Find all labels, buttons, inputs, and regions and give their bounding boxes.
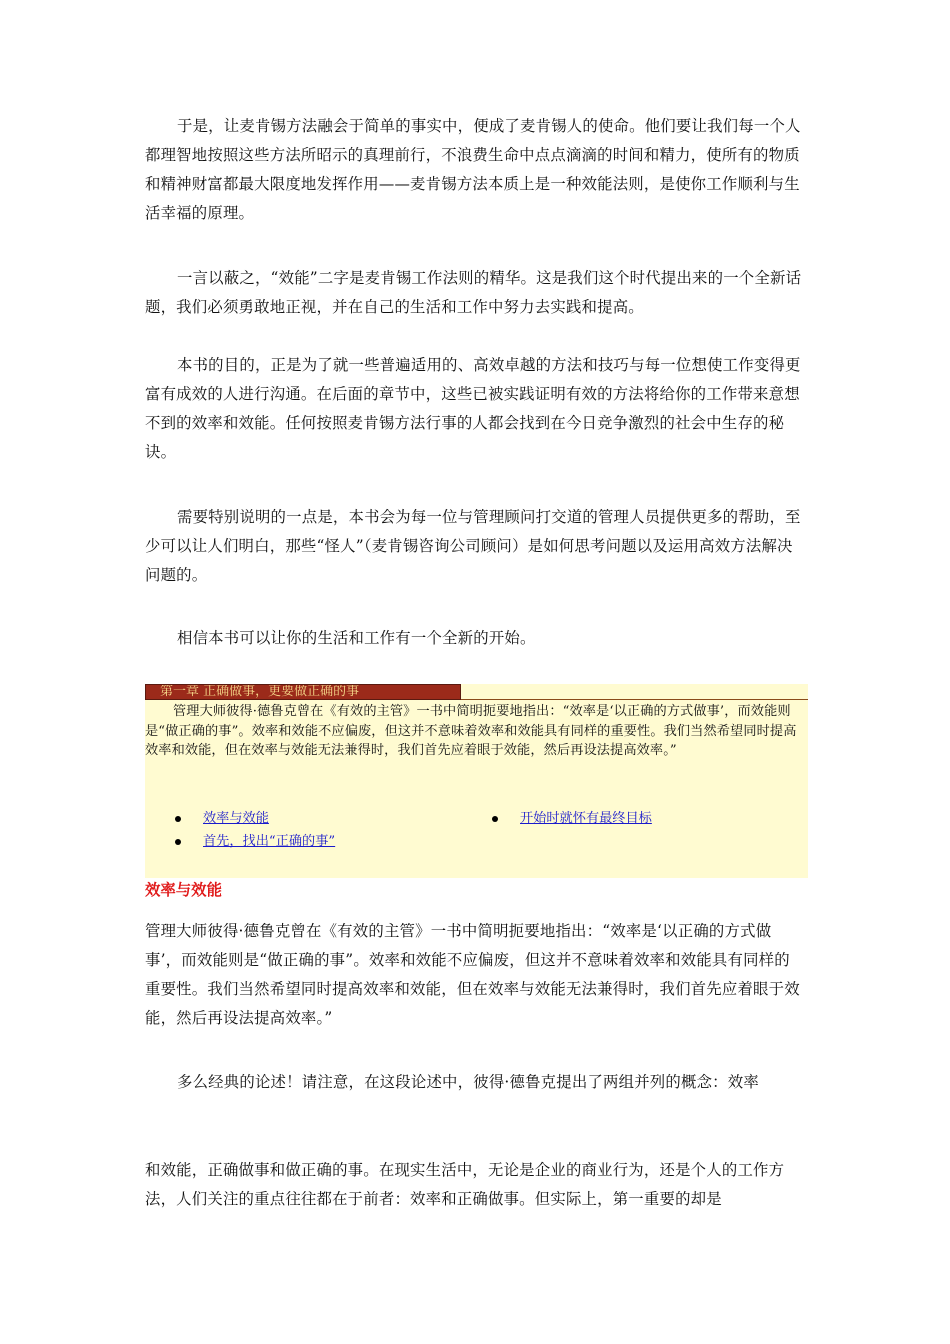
bullet-icon bbox=[492, 816, 498, 822]
chapter-summary-text: 管理大师彼得·德鲁克曾在《有效的主管》一书中简明扼要地指出：“效率是‘以正确的方式做事’，而效能则是“做正确的事”。效率和效能不应偏废，但这并不意味着效率和效能具有同样的重要性。我们当然希望同时提高效率和效能，但在效率与效能无法兼得时，我们首先应着眼于效能，然后再设法提高效率。” bbox=[145, 704, 797, 758]
chapter-title: 第一章 正确做事，更要做正确的事 bbox=[145, 684, 461, 700]
bullet-icon bbox=[175, 839, 181, 845]
section-heading: 效率与效能 bbox=[145, 881, 222, 899]
intro-paragraph-5: 相信本书可以让你的生活和工作有一个全新的开始。 bbox=[177, 629, 536, 647]
toc-link-final-goal[interactable]: 开始时就怀有最终目标 bbox=[520, 811, 652, 826]
section-paragraph-1: 管理大师彼得·德鲁克曾在《有效的主管》一书中简明扼要地指出：“效率是‘以正确的方式做事’，而效能则是“做正确的事”。效率和效能不应偏废，但这并不意味着效率和效能具有同样的重要性。我们当然希望同时提高效率和效能，但在效率与效能无法兼得时，我们首先应着眼于效能，然后再设法提高效率。” bbox=[145, 922, 800, 1027]
section-paragraph-3: 和效能，正确做事和做正确的事。在现实生活中，无论是企业的商业行为，还是个人的工作方法，人们关注的重点往往都在于前者：效率和正确做事。但实际上，第一重要的却是 bbox=[145, 1161, 785, 1208]
section-paragraph-2: 多么经典的论述！请注意，在这段论述中，彼得·德鲁克提出了两组并列的概念：效率 bbox=[177, 1073, 759, 1091]
intro-paragraph-1: 于是，让麦肯锡方法融会于简单的事实中，便成了麦肯锡人的使命。他们要让我们每一个人都理智地按照这些方法所昭示的真理前行，不浪费生命中点点滴滴的时间和精力，使所有的物质和精神财富都最大限度地发挥作用——麦肯锡方法本质上是一种效能法则，是使你工作顺利与生活幸福的原理。 bbox=[145, 117, 801, 222]
intro-paragraph-2: 一言以蔽之，“效能”二字是麦肯锡工作法则的精华。这是我们这个时代提出来的一个全新话题，我们必须勇敢地正视，并在自己的生活和工作中努力去实践和提高。 bbox=[145, 269, 802, 316]
toc-link-right-thing[interactable]: 首先，找出“正确的事” bbox=[203, 834, 336, 849]
intro-paragraph-3: 本书的目的，正是为了就一些普遍适用的、高效卓越的方法和技巧与每一位想使工作变得更富有成效的人进行沟通。在后面的章节中，这些已被实践证明有效的方法将给你的工作带来意想不到的效率和效能。任何按照麦肯锡方法行事的人都会找到在今日竞争激烈的社会中生存的秘诀。 bbox=[145, 356, 801, 461]
intro-paragraph-4: 需要特别说明的一点是，本书会为每一位与管理顾问打交道的管理人员提供更多的帮助，至少可以让人们明白，那些“怪人”（麦肯锡咨询公司顾问）是如何思考问题以及运用高效方法解决问题的。 bbox=[145, 508, 801, 584]
toc-link-efficiency[interactable]: 效率与效能 bbox=[203, 811, 269, 826]
chapter-summary-box bbox=[145, 684, 808, 878]
bullet-icon bbox=[175, 816, 181, 822]
